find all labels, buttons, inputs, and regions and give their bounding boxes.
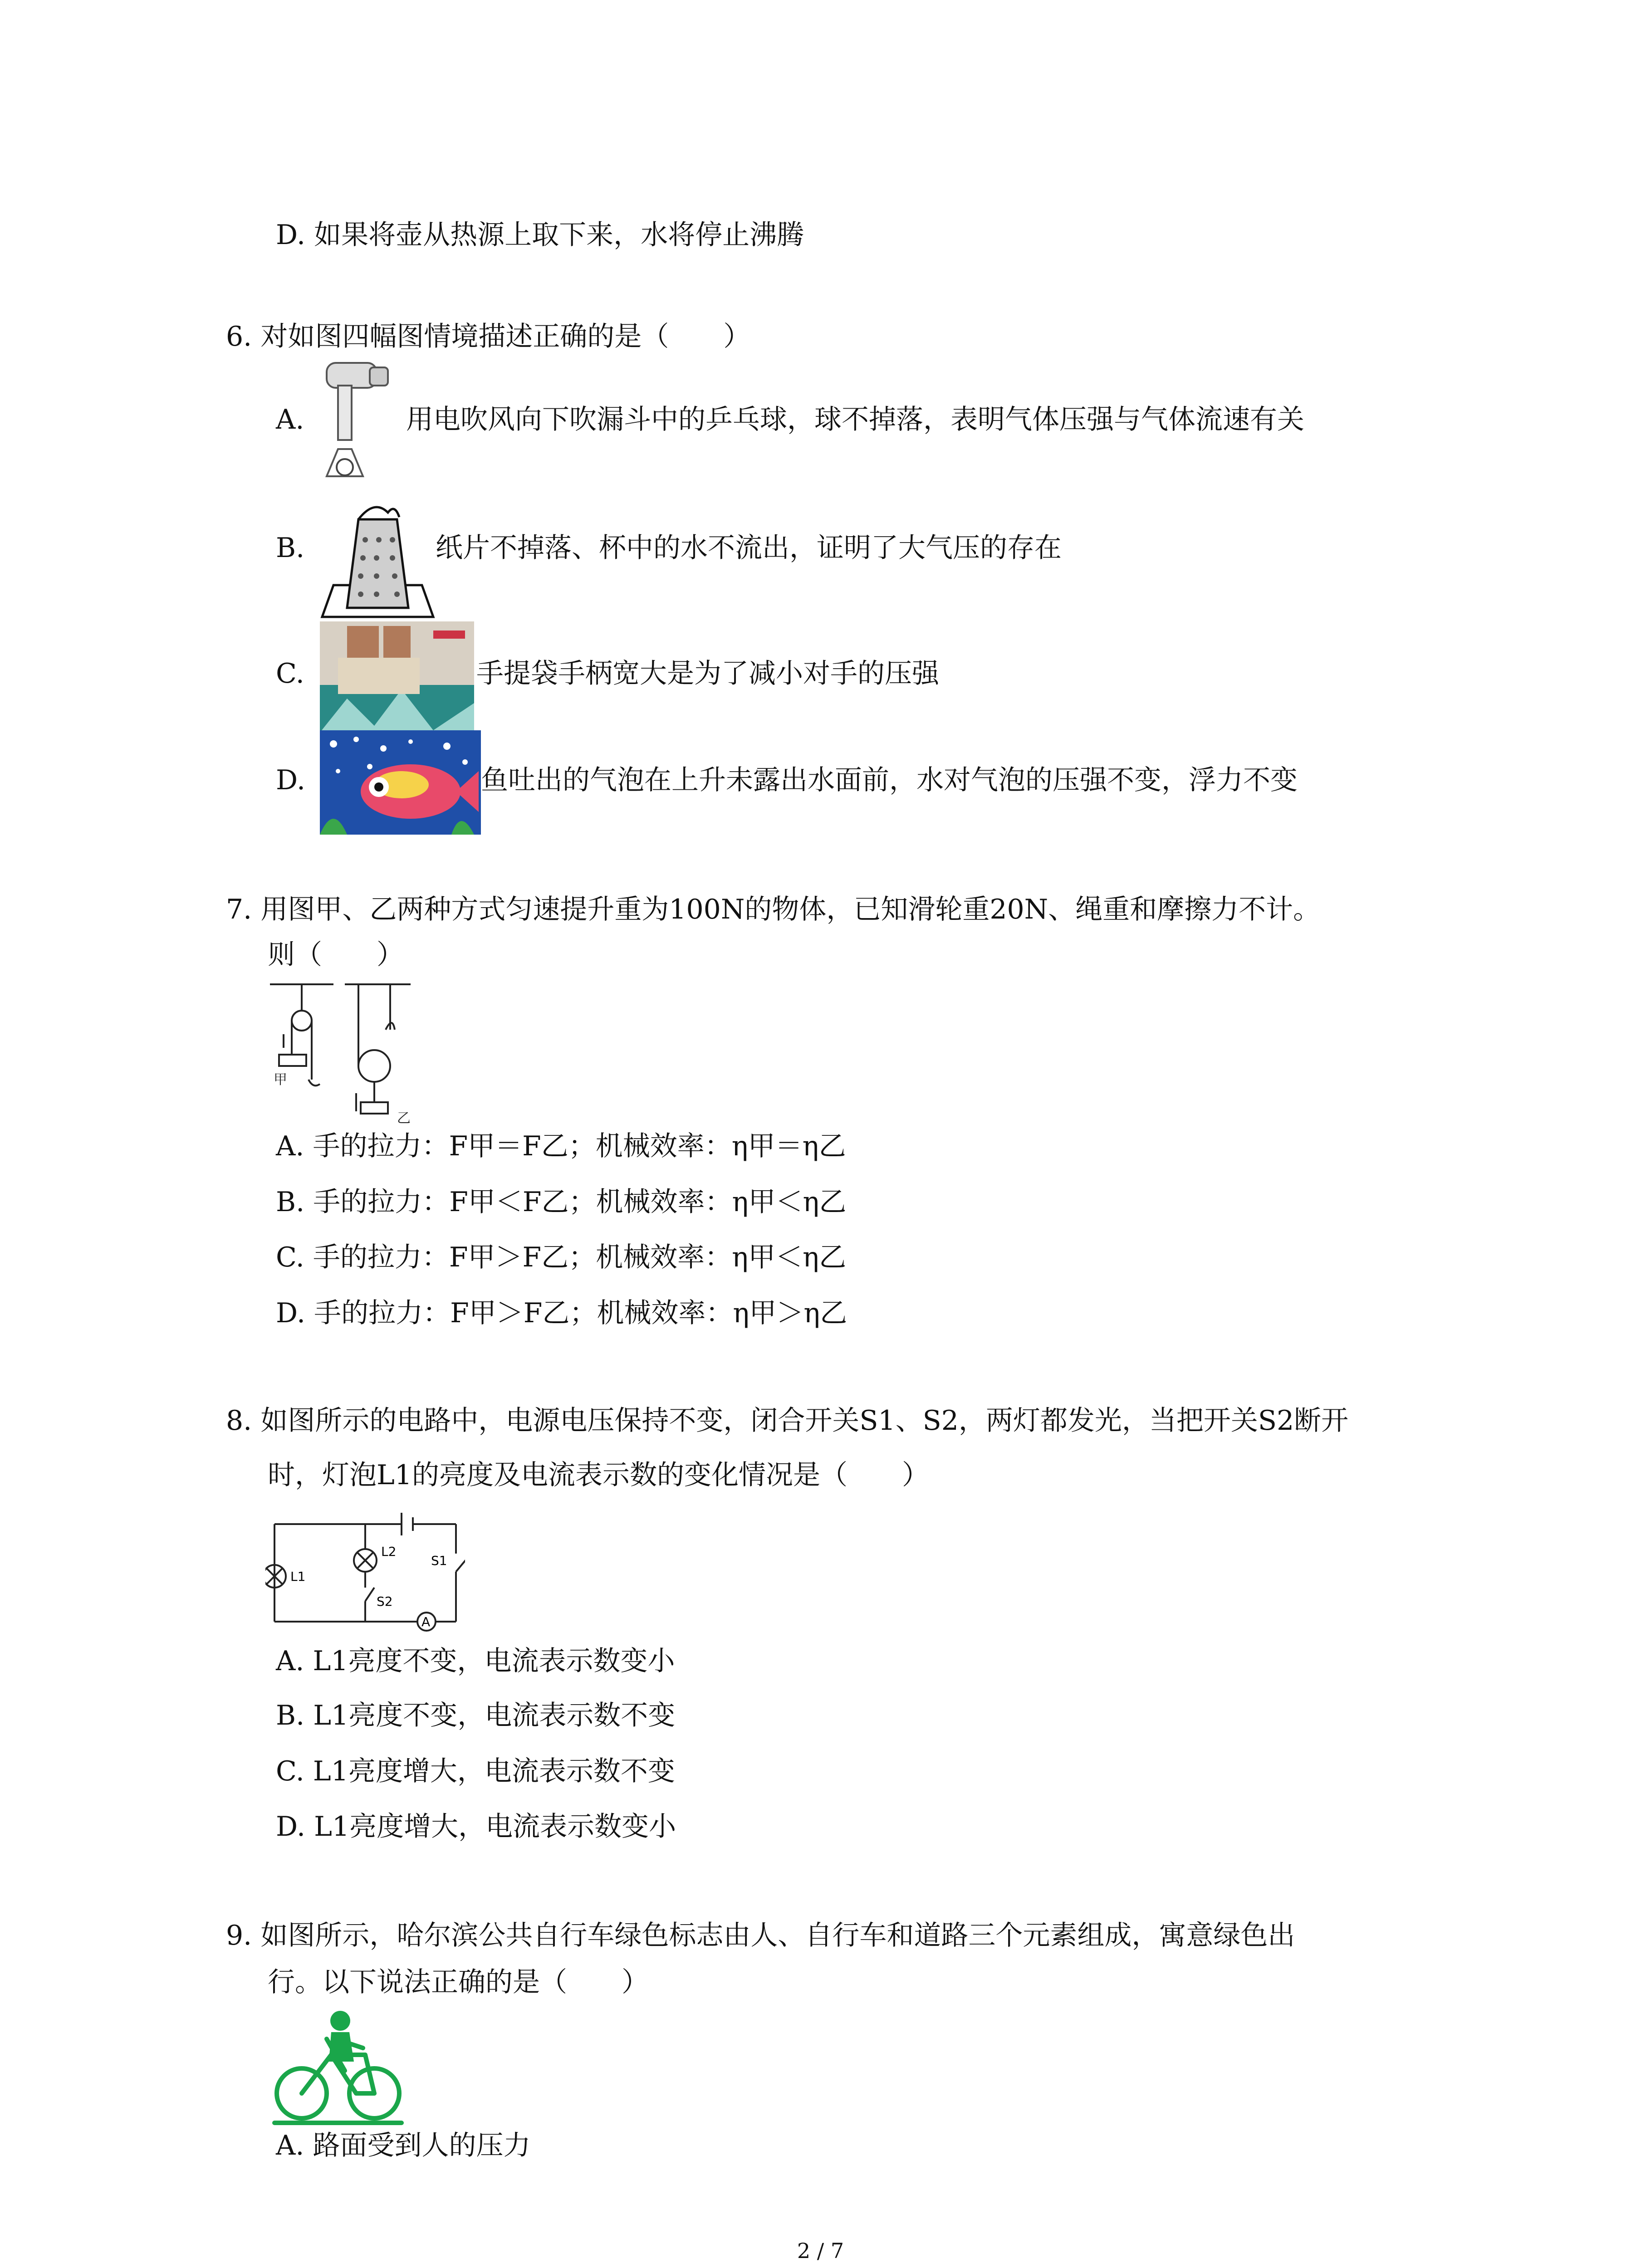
q8-option-d: D. L1亮度增大，电流表示数变小 <box>276 1811 676 1843</box>
q6-option-d-text: 鱼吐出的气泡在上升未露出水面前，水对气泡的压强不变，浮力不变 <box>481 764 1298 796</box>
q9-stem-line2: 行。以下说法正确的是（ ） <box>268 1966 649 1998</box>
q8-option-a: A. L1亮度不变，电流表示数变小 <box>276 1645 675 1677</box>
inverted-cup-figure <box>320 494 438 619</box>
shopping-bag-photo <box>320 621 474 733</box>
q9-option-a: A. 路面受到人的压力 <box>276 2130 531 2161</box>
circuit-label-s2: S2 <box>377 1594 393 1609</box>
q7-option-c: C. 手的拉力：F甲＞F乙；机械效率：η甲＜η乙 <box>276 1242 847 1273</box>
circuit-label-s1: S1 <box>431 1553 447 1568</box>
hair-dryer-funnel-figure <box>318 358 399 488</box>
circuit-diagram <box>265 1510 465 1642</box>
q9-stem-line1: 9. 如图所示，哈尔滨公共自行车绿色标志由人、自行车和道路三个元素组成，寓意绿色出 <box>226 1920 1295 1951</box>
circuit-label-l1: L1 <box>290 1569 306 1584</box>
q7-stem-line2: 则（ ） <box>268 939 404 971</box>
q8-option-b: B. L1亮度不变，电流表示数不变 <box>276 1700 676 1731</box>
pulley-label-jia: 甲 <box>274 1072 287 1088</box>
q8-stem-line1: 8. 如图所示的电路中，电源电压保持不变，闭合开关S1、S2，两灯都发光，当把开关S2断开 <box>226 1405 1349 1437</box>
q5-option-d: D. 如果将壶从热源上取下来，水将停止沸腾 <box>276 219 804 251</box>
circuit-label-l2: L2 <box>381 1544 397 1559</box>
q6-option-c-text: 手提袋手柄宽大是为了减小对手的压强 <box>476 658 939 689</box>
q6-stem: 6. 对如图四幅图情境描述正确的是（ ） <box>226 321 751 352</box>
q6-option-a-text: 用电吹风向下吹漏斗中的乒乓球，球不掉落，表明气体压强与气体流速有关 <box>406 404 1304 435</box>
pulley-figure <box>265 975 420 1129</box>
circuit-label-ammeter: A <box>421 1614 431 1629</box>
fish-bubble-picture <box>320 730 481 835</box>
q8-stem-line2: 时，灯泡L1的亮度及电流表示数的变化情况是（ ） <box>268 1459 930 1491</box>
q6-option-d-letter: D. <box>276 764 306 796</box>
q7-option-a: A. 手的拉力：F甲＝F乙；机械效率：η甲＝η乙 <box>276 1130 846 1162</box>
q6-option-b-text: 纸片不掉落、杯中的水不流出，证明了大气压的存在 <box>436 532 1062 564</box>
q6-option-c-letter: C. <box>276 658 304 689</box>
q7-option-d: D. 手的拉力：F甲＞F乙；机械效率：η甲＞η乙 <box>276 1297 847 1329</box>
q8-option-c: C. L1亮度增大，电流表示数不变 <box>276 1755 675 1787</box>
green-bicycle-logo <box>272 2007 404 2127</box>
q6-option-b-letter: B. <box>276 532 305 564</box>
page-number: 2 / 7 <box>797 2239 844 2263</box>
q7-stem-line1: 7. 用图甲、乙两种方式匀速提升重为100N的物体，已知滑轮重20N、绳重和摩擦力不计。 <box>226 894 1321 925</box>
pulley-label-yi: 乙 <box>397 1110 411 1126</box>
q6-option-a-letter: A. <box>276 404 304 435</box>
q7-option-b: B. 手的拉力：F甲＜F乙；机械效率：η甲＜η乙 <box>276 1186 847 1218</box>
